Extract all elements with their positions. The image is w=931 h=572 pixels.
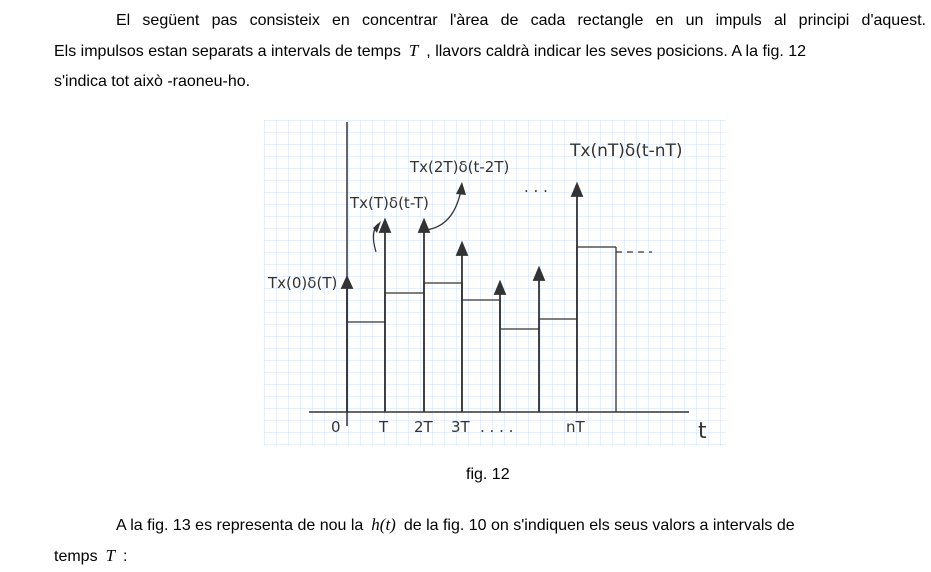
- line2-text-after: , llavors caldrà indicar les seves posicions. A la fig. 12: [426, 43, 807, 60]
- figure-caption: fig. 12: [466, 466, 510, 483]
- paragraph-followup-line1: [54, 510, 926, 541]
- p2-line2-after: :: [123, 548, 128, 565]
- impulse-diagram: [264, 120, 726, 446]
- paragraph-followup-line2: [54, 548, 128, 565]
- tick-label-3T: 3T: [451, 418, 470, 436]
- line2-text-before: Els impulsos estan separats a intervals de temps: [54, 43, 401, 60]
- label-top-dots: . . .: [524, 178, 548, 196]
- figure-12: [264, 120, 726, 446]
- p2-text-after: de la fig. 10 on s'indiquen els seus valors a intervals de: [403, 517, 795, 534]
- paragraph-intro-line1: El següent pas consisteix en concentrar l'àrea de cada rectangle en un impuls al principi d'aquest.: [116, 12, 926, 29]
- tick-label-2T: 2T: [414, 418, 433, 436]
- label-impulse-2: Tx(2T)δ(t-2T): [410, 158, 510, 176]
- tick-label-0: 0: [331, 418, 341, 436]
- variable-T-2: T: [105, 546, 116, 565]
- paragraph-intro: [54, 6, 926, 97]
- label-impulse-0: Tx(0)δ(T): [268, 274, 338, 292]
- p2-text-before: A la fig. 13 es representa de nou la: [116, 517, 364, 534]
- p2-line2-before: temps: [54, 548, 98, 565]
- tick-label-dots: . . . .: [480, 418, 514, 436]
- paragraph-intro-line2: [54, 36, 926, 67]
- tick-label-nT: nT: [566, 418, 585, 436]
- label-impulse-1: Tx(T)δ(t-T): [350, 194, 429, 212]
- tick-label-T: T: [379, 418, 389, 436]
- paragraph-intro-line3: s'indica tot això -raoneu-ho.: [54, 73, 251, 90]
- paragraph-followup: [54, 510, 926, 572]
- variable-T: T: [408, 41, 419, 60]
- function-h-t: h(t): [371, 515, 396, 534]
- label-impulse-n: Tx(nT)δ(t-nT): [570, 141, 683, 161]
- axis-label-t: t: [698, 419, 707, 444]
